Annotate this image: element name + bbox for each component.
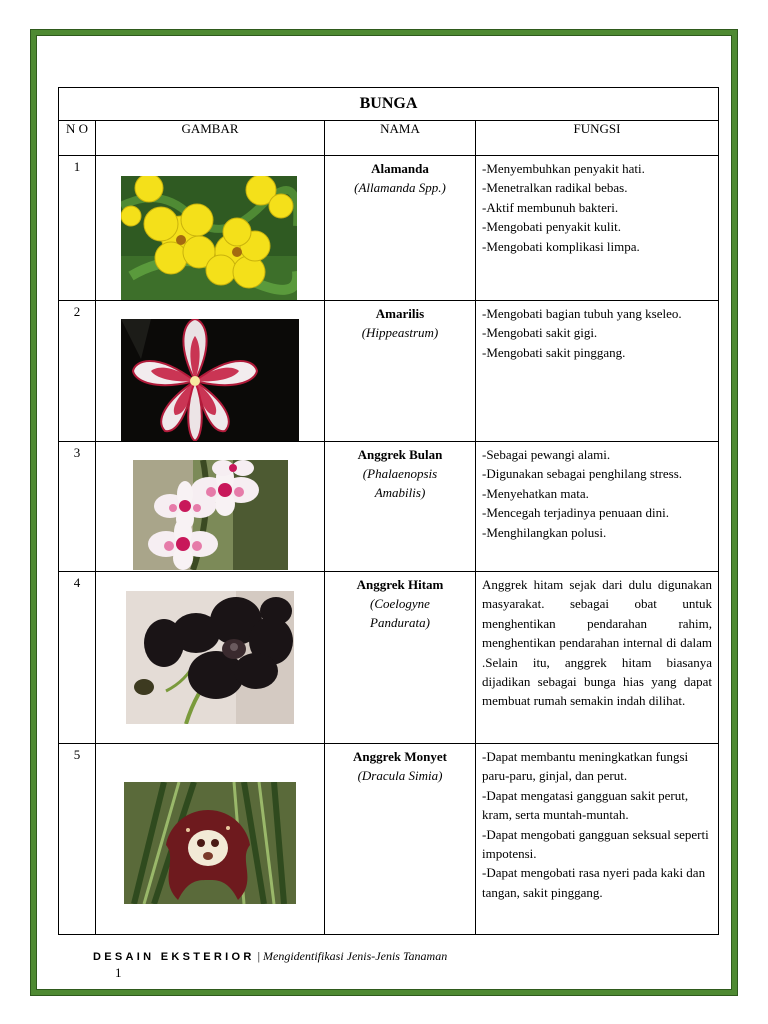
function-cell [476,156,719,301]
function-item: -Sebagai pewangi alami. [482,447,611,462]
header-nama: NAMA [325,121,476,156]
function-item: -Menetralkan radikal bebas. [482,180,628,196]
scientific-name: (Allamanda Spp.) [354,180,446,195]
function-item: -Menghilangkan polusi. [482,524,607,540]
footer-subtitle: Mengidentifikasi Jenis-Jenis Tanaman [263,949,448,963]
function-item: -Menyehatkan mata. [482,485,589,501]
function-item: -Digunakan sebagai penghilang stress. [482,466,683,482]
scientific-name: (Dracula Simia) [357,768,443,783]
function-item: -Dapat mengobati gangguan seksual seperti impotensi. [482,826,709,862]
table-row [59,572,719,744]
function-cell [476,442,719,572]
function-item: -Mengobati sakit pinggang. [482,344,626,360]
name-cell [325,301,476,442]
pink-moth-orchid-photo [133,460,288,570]
row-number: 1 [59,156,96,301]
table-row [59,744,719,935]
table-title: BUNGA [59,88,719,121]
row-number: 5 [59,744,96,935]
function-item: -Dapat membantu meningkatkan fungsi paru-paru, ginjal, dan perut. [482,749,689,784]
function-item: -Dapat mengatasi gangguan sakit perut, kram, serta muntah-muntah. [482,787,689,823]
function-item: -Mengobati penyakit kulit. [482,219,622,235]
picture-cell [96,301,325,442]
page-number: 1 [115,965,122,980]
footer-separator: | [257,949,260,963]
picture-cell [96,156,325,301]
function-item: -Aktif membunuh bakteri. [482,199,619,215]
picture-cell [96,572,325,744]
function-item: -Dapat mengobati rasa nyeri pada kaki dan tangan, sakit pinggang. [482,865,706,900]
function-cell [476,572,719,744]
flower-name: Anggrek Monyet [352,749,447,764]
row-number: 3 [59,442,96,572]
flower-name: Anggrek Bulan [357,447,443,462]
yellow-allamanda-flower-photo [121,176,297,300]
function-item: -Mencegah terjadinya penuaan dini. [482,505,669,521]
scientific-name: (Phalaenopsis Amabilis) [362,466,438,500]
table-row [59,442,719,572]
name-cell [325,156,476,301]
name-cell [325,442,476,572]
header-fungsi: FUNGSI [476,121,719,156]
table-row [59,156,719,301]
flower-name: Alamanda [371,161,429,176]
header-no-label: N O [65,121,89,136]
footer-brand: DESAIN EKSTERIOR [93,951,255,963]
function-item: Anggrek hitam sejak dari dulu digunakan masyarakat. sebagai obat untuk menghentikan pendarahan rahim, menghentikan pendarahan internal di dalam .Selain itu, anggrek hitam biasanya dijadikan sebagai bunga hias yang dapat membuat rumah semakin indah dilihat. [482,577,713,709]
monkey-orchid-photo [124,782,296,904]
function-item: -Mengobati komplikasi limpa. [482,238,640,254]
table-row [59,301,719,442]
row-number: 4 [59,572,96,744]
function-item: -Mengobati sakit gigi. [482,325,598,341]
name-cell [325,572,476,744]
function-cell [476,301,719,442]
flower-name: Amarilis [375,306,425,321]
scientific-name: (Coelogyne Pandurata) [370,596,430,630]
red-white-amaryllis-flower-photo [121,319,299,441]
header-no [59,121,96,156]
flower-name: Anggrek Hitam [356,577,444,592]
picture-cell [96,744,325,935]
function-cell [476,744,719,935]
row-number: 2 [59,301,96,442]
name-cell [325,744,476,935]
black-orchid-photo [126,591,294,724]
flower-table [58,87,719,935]
picture-cell [96,442,325,572]
function-item: -Mengobati bagian tubuh yang kseleo. [482,306,682,321]
function-item: -Menyembuhkan penyakit hati. [482,161,645,176]
page-footer [93,949,447,964]
header-gambar: GAMBAR [96,121,325,156]
scientific-name: (Hippeastrum) [361,325,439,340]
